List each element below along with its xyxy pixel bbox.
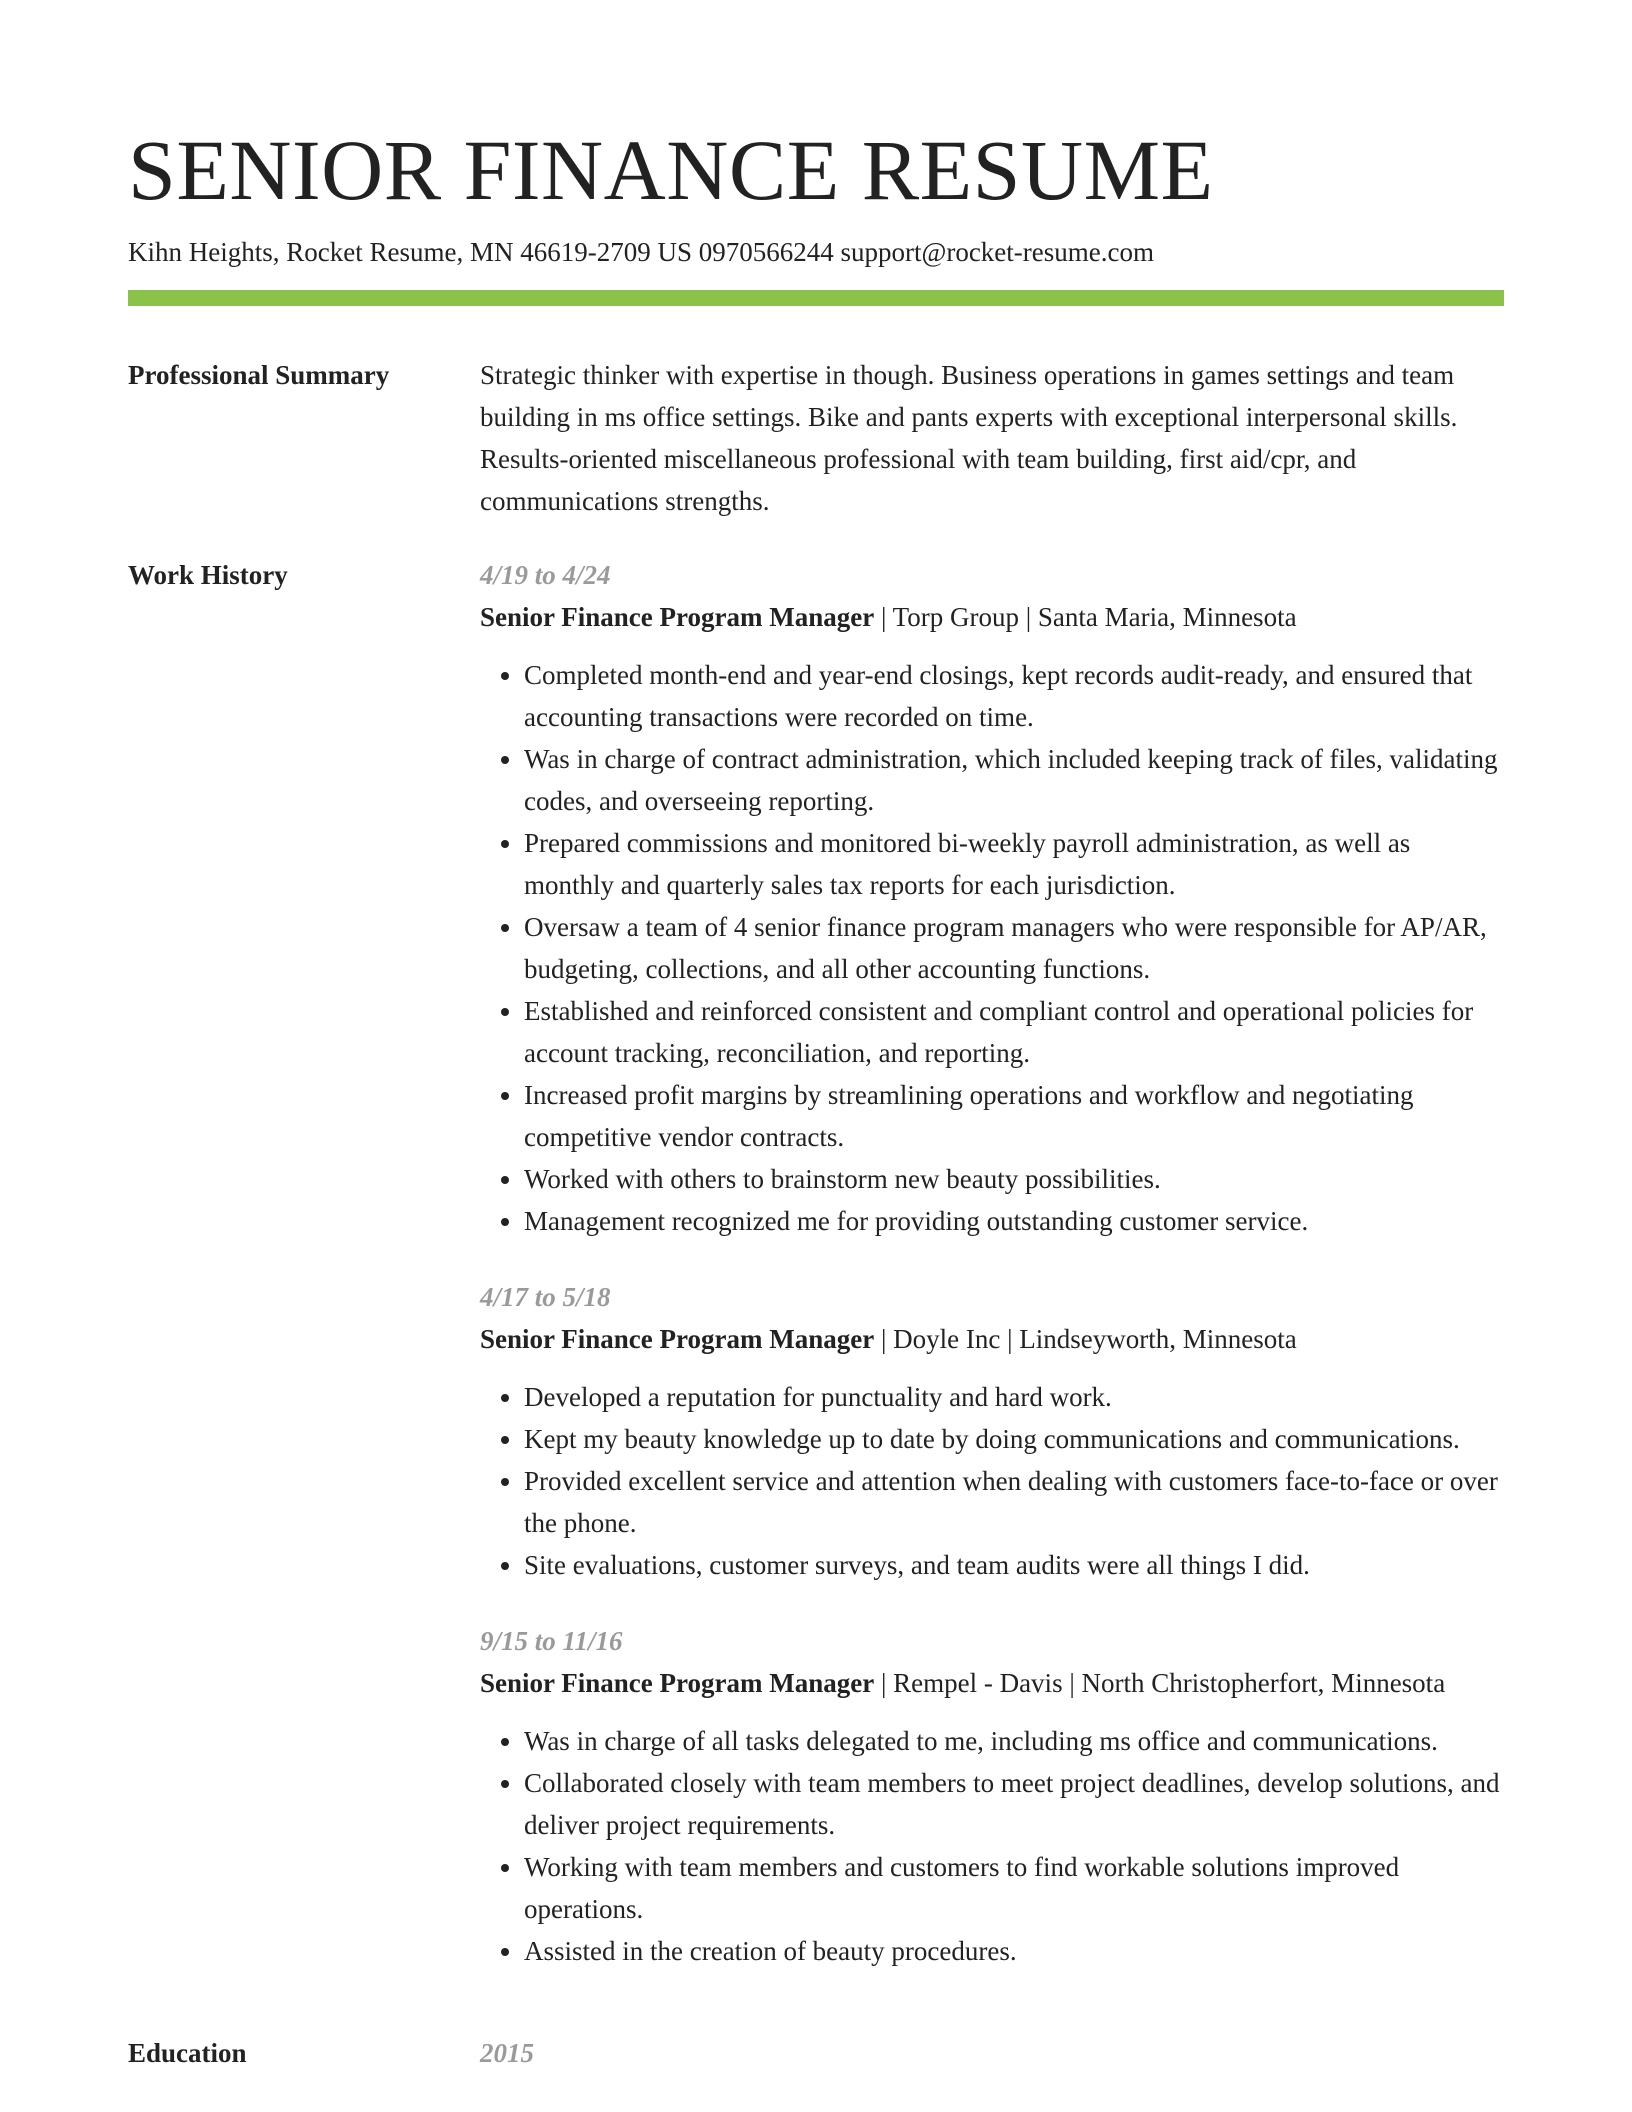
work-history-section — [128, 554, 1504, 2006]
job-details: | Torp Group | Santa Maria, Minnesota — [874, 602, 1297, 632]
job-header — [480, 596, 1504, 638]
list-item: • Site evaluations, customer surveys, and team audits were all things I did. — [524, 1544, 1504, 1586]
summary-text: Strategic thinker with expertise in though. Business operations in games settings and team building in ms office settings. Bike and pants experts with exceptional interpersonal skills. Results-oriented miscellaneous professional with team building, first aid/cpr, and communications strengths. — [480, 360, 1458, 516]
resume-page — [128, 118, 1504, 2074]
list-item: • Increased profit margins by streamlining operations and workflow and negotiating competitive vendor contracts. — [524, 1074, 1504, 1158]
list-item: • Working with team members and customers to find workable solutions improved operations. — [524, 1846, 1504, 1930]
job-dates: 4/19 to 4/24 — [480, 560, 611, 590]
job-dates: 9/15 to 11/16 — [480, 1626, 623, 1656]
contact-line — [128, 234, 1504, 270]
job-dates: 4/17 to 5/18 — [480, 1282, 611, 1312]
list-item: • Completed month-end and year-end closings, kept records audit-ready, and ensured that accounting transactions were recorded on time. — [524, 654, 1504, 738]
education-section — [128, 2032, 1504, 2074]
job-entry — [480, 554, 1504, 1242]
job-bullets — [480, 1376, 1504, 1586]
job-header — [480, 1318, 1504, 1360]
contact-phone: 0970566244 — [698, 237, 834, 267]
list-item: • Was in charge of all tasks delegated to me, including ms office and communications. — [524, 1720, 1504, 1762]
job-bullets — [480, 1720, 1504, 1972]
education-body — [480, 2032, 1504, 2074]
job-title: Senior Finance Program Manager — [480, 1324, 875, 1354]
contact-email: support@rocket-resume.com — [840, 237, 1154, 267]
list-item: • Kept my beauty knowledge up to date by doing communications and communications. — [524, 1418, 1504, 1460]
contact-address: Kihn Heights, Rocket Resume, MN 46619-2709 US — [128, 237, 692, 267]
job-entry — [480, 1620, 1504, 1972]
job-entry — [480, 1276, 1504, 1586]
section-label: Professional Summary — [128, 360, 390, 390]
list-item: • Assisted in the creation of beauty procedures. — [524, 1930, 1504, 1972]
list-item: • Provided excellent service and attention when dealing with customers face-to-face or over the phone. — [524, 1460, 1504, 1544]
professional-summary-section — [128, 354, 1504, 522]
job-details: | Rempel - Davis | North Christopherfort, Minnesota — [874, 1668, 1446, 1698]
list-item: • Was in charge of contract administration, which included keeping track of files, validating codes, and overseeing reporting. — [524, 738, 1504, 822]
section-label: Work History — [128, 560, 288, 590]
section-label: Education — [128, 2038, 247, 2068]
list-item: • Management recognized me for providing outstanding customer service. — [524, 1200, 1504, 1242]
job-details: | Doyle Inc | Lindseyworth, Minnesota — [874, 1324, 1297, 1354]
list-item: • Oversaw a team of 4 senior finance program managers who were responsible for AP/AR, budgeting, collections, and all other accounting functions. — [524, 906, 1504, 990]
job-title: Senior Finance Program Manager — [480, 602, 875, 632]
work-history-list — [480, 554, 1504, 2006]
list-item: • Developed a reputation for punctuality and hard work. — [524, 1376, 1504, 1418]
job-title: Senior Finance Program Manager — [480, 1668, 875, 1698]
list-item: • Prepared commissions and monitored bi-weekly payroll administration, as well as monthly and quarterly sales tax reports for each jurisdiction. — [524, 822, 1504, 906]
job-bullets — [480, 654, 1504, 1242]
header-divider — [128, 290, 1504, 306]
list-item: • Worked with others to brainstorm new beauty possibilities. — [524, 1158, 1504, 1200]
list-item: • Established and reinforced consistent and compliant control and operational policies for account tracking, reconciliation, and reporting. — [524, 990, 1504, 1074]
page-title: SENIOR FINANCE RESUME — [128, 122, 1214, 218]
education-date: 2015 — [480, 2038, 534, 2068]
job-header — [480, 1662, 1504, 1704]
list-item: • Collaborated closely with team members to meet project deadlines, develop solutions, and deliver project requirements. — [524, 1762, 1504, 1846]
